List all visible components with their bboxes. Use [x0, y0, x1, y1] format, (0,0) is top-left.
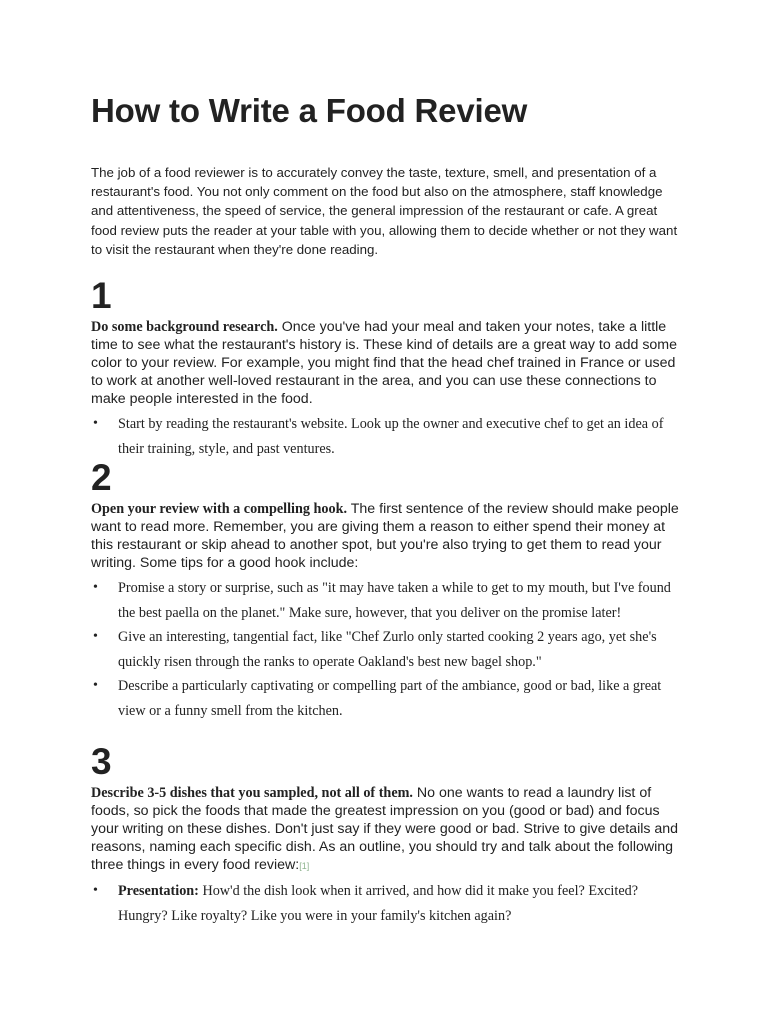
step-paragraph: [91, 318, 683, 408]
step-lead: Do some background research.: [91, 319, 278, 335]
tip-text: Describe a particularly captivating or compelling part of the ambiance, good or bad, like a great view or a funny smell from the kitchen.: [118, 678, 662, 719]
tip-text: Start by reading the restaurant's website. Look up the owner and executive chef to get an idea of their training, style, and past ventures.: [118, 416, 664, 457]
bullet-icon: •: [93, 678, 98, 693]
list-item: [91, 576, 683, 625]
list-item: [91, 674, 683, 723]
step-lead: Open your review with a compelling hook.: [91, 501, 348, 517]
list-item: [91, 625, 683, 674]
tip-text: How'd the dish look when it arrived, and how did it make you feel? Excited? Hungry? Like royalty? Like you were in your family's kitchen again?: [118, 883, 639, 924]
tip-text: Promise a story or surprise, such as "it may have taken a while to get to my mouth, but I've found the best paella on the planet." Make sure, however, that you deliver on the promise later!: [118, 580, 671, 621]
tip-lead: Presentation:: [118, 883, 199, 899]
intro-paragraph: The job of a food reviewer is to accurately convey the taste, texture, smell, and presentation of a restaurant's food. You not only comment on the food but also on the atmosphere, staff knowledge and attentiveness, the speed of service, the general impression of the restaurant or cafe. A great food review puts the reader at your table with you, allowing them to decide whether or not they want to visit the restaurant when they're done reading.: [91, 165, 678, 257]
step-3: [91, 742, 683, 928]
page-title: How to Write a Food Review: [91, 92, 528, 129]
tips-list: [91, 576, 683, 723]
citation-link[interactable]: [1]: [299, 861, 310, 871]
bullet-icon: •: [93, 416, 98, 431]
step-number: 3: [91, 741, 112, 782]
step-1: [91, 276, 683, 461]
step-body: The first sentence of the review should make people want to read more. Remember, you are giving them a reason to either spend their money at this restaurant or skip ahead to another spot, but you're also trying to get them to read your writing. Some tips for a good hook include:: [91, 501, 679, 571]
step-number: 2: [91, 457, 112, 498]
step-body: Once you've had your meal and taken your notes, take a little time to see what the restaurant's history is. These kind of details are a great way to add some color to your review. For example, you might find that the head chef trained in France or used to work at another well-loved restaurant in the area, and you can use these connections to make people interested in the food.: [91, 319, 678, 407]
bullet-icon: •: [93, 883, 98, 898]
bullet-icon: •: [93, 580, 98, 595]
step-paragraph: [91, 784, 683, 875]
step-paragraph: [91, 500, 683, 572]
step-2: [91, 458, 683, 723]
step-body: No one wants to read a laundry list of foods, so pick the foods that made the greatest impression on you (good or bad) and focus your writing on these dishes. Don't just say if they were good or bad. Strive to give details and reasons, naming each specific dish. As an outline, you should try and talk about the following three things in every food review:: [91, 785, 679, 873]
step-number: 1: [91, 275, 112, 316]
tip-text: Give an interesting, tangential fact, like "Chef Zurlo only started cooking 2 years ago, yet she's quickly risen through the ranks to operate Oakland's best new bagel shop.": [118, 629, 657, 670]
list-item: [91, 412, 683, 461]
tips-list: [91, 412, 683, 461]
bullet-icon: •: [93, 629, 98, 644]
list-item: [91, 879, 683, 928]
tips-list: [91, 879, 683, 928]
step-lead: Describe 3-5 dishes that you sampled, not all of them.: [91, 785, 413, 801]
